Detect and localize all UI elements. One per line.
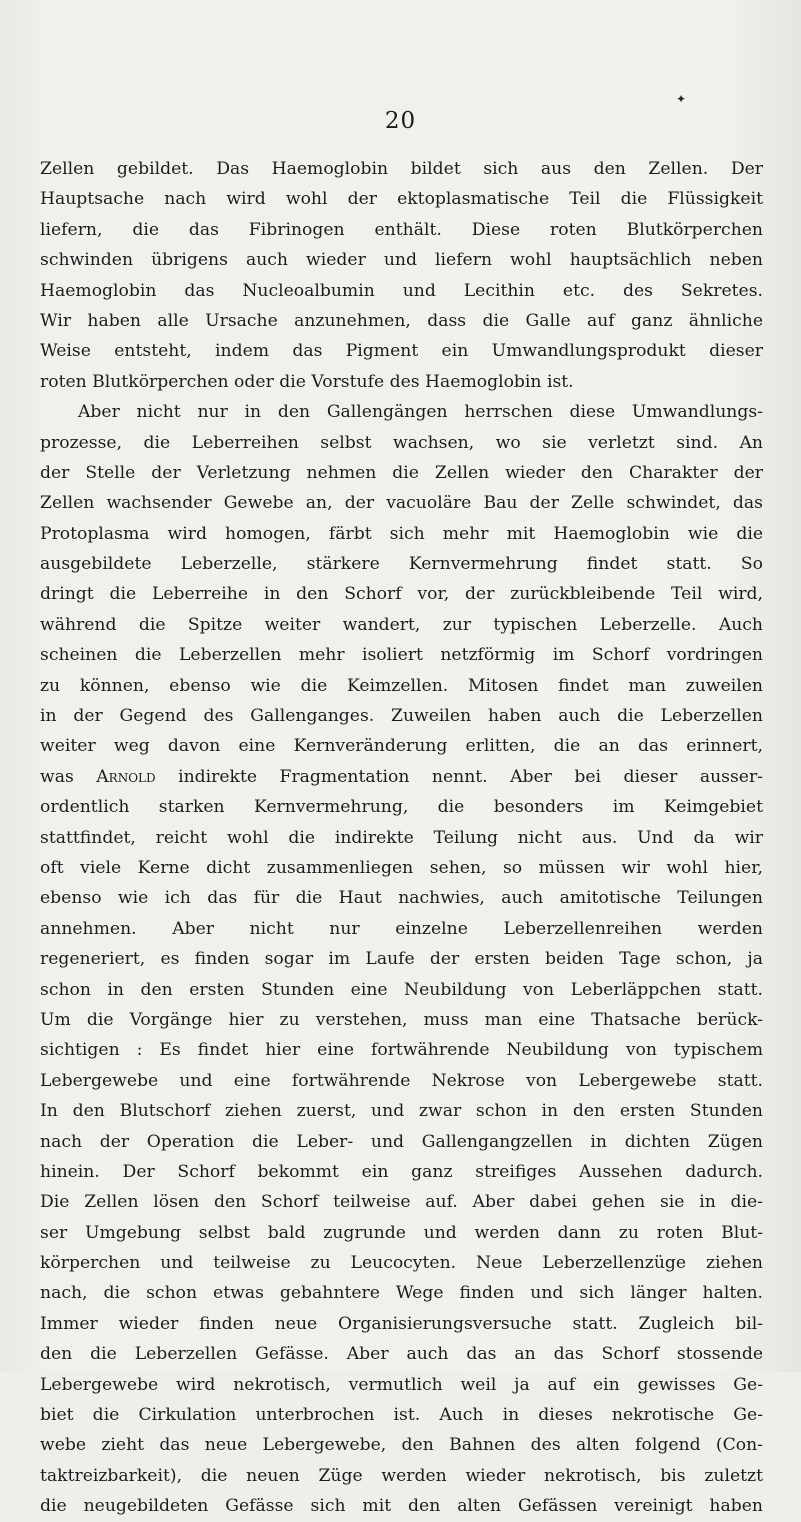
text-line: stattfindet, reicht wohl die indirekte Teilung nicht aus. Und da wir (40, 827, 763, 848)
text-line: Hauptsache nach wird wohl der ektoplasmatische Teil die Flüssigkeit (40, 189, 763, 210)
text-line: den die Leberzellen Gefässe. Aber auch das an das Schorf stossende (40, 1344, 763, 1365)
text-fragment: indirekte Fragmentation nennt. Aber bei dieser ausser- (155, 766, 763, 787)
text-line: Wir haben alle Ursache anzunehmen, dass die Galle auf ganz ähnliche (40, 310, 763, 331)
text-line-with-name (40, 762, 763, 792)
text-line: scheinen die Leberzellen mehr isoliert netzförmig im Schorf vordringen (40, 645, 763, 666)
text-line: Lebergewebe und eine fortwährende Nekrose von Lebergewebe statt. (40, 1070, 763, 1091)
text-line: In den Blutschorf ziehen zuerst, und zwar schon in den ersten Stunden (40, 1101, 763, 1122)
text-line: webe zieht das neue Lebergewebe, den Bahnen des alten folgend (Con- (40, 1435, 763, 1456)
page-number: 20 (384, 108, 417, 134)
text-line: Immer wieder finden neue Organisierungsversuche statt. Zugleich bil- (40, 1313, 763, 1334)
text-line: Die Zellen lösen den Schorf teilweise auf. Aber dabei gehen sie in die- (40, 1192, 763, 1213)
text-line: Protoplasma wird homogen, färbt sich mehr mit Haemoglobin wie die (40, 523, 763, 544)
text-line: Zellen wachsender Gewebe an, der vacuoläre Bau der Zelle schwindet, das (40, 493, 763, 514)
text-line: Zellen gebildet. Das Haemoglobin bildet sich aus den Zellen. Der (40, 159, 763, 179)
text-line: taktreizbarkeit), die neuen Züge werden wieder nekrotisch, bis zuletzt (40, 1465, 763, 1486)
text-line: sichtigen : Es findet hier eine fortwährende Neubildung von typischem (40, 1040, 763, 1061)
text-line: annehmen. Aber nicht nur einzelne Leberzellenreihen werden (40, 918, 763, 939)
text-line: Haemoglobin das Nucleoalbumin und Lecithin etc. des Sekretes. (40, 280, 763, 301)
text-line: während die Spitze weiter wandert, zur typischen Leberzelle. Auch (40, 614, 763, 635)
text-line: zu können, ebenso wie die Keimzellen. Mitosen findet man zuweilen (40, 675, 763, 696)
stray-ink-mark: ✦ (676, 92, 687, 106)
text-line: die neugebildeten Gefässe sich mit den alten Gefässen vereinigt haben (40, 1496, 763, 1517)
text-line: Weise entsteht, indem das Pigment ein Umwandlungsprodukt dieser (40, 341, 763, 362)
text-line: der Stelle der Verletzung nehmen die Zellen wieder den Charakter der (40, 462, 763, 483)
text-line: Aber nicht nur in den Gallengängen herrschen diese Umwandlungs- (78, 402, 763, 423)
text-line: roten Blutkörperchen oder die Vorstufe des Haemoglobin ist. (40, 371, 574, 392)
text-line: weiter weg davon eine Kernveränderung erlitten, die an das erinnert, (40, 736, 763, 757)
text-line: nach, die schon etwas gebahntere Wege finden und sich länger halten. (40, 1283, 763, 1304)
text-line: ebenso wie ich das für die Haut nachwies, auch amitotische Teilungen (40, 888, 763, 909)
text-line: ordentlich starken Kernvermehrung, die besonders im Keimgebiet (40, 797, 763, 818)
text-line: körperchen und teilweise zu Leucocyten. Neue Leberzellenzüge ziehen (40, 1253, 763, 1274)
text-line: ser Umgebung selbst bald zugrunde und werden dann zu roten Blut- (40, 1222, 763, 1243)
text-line: hinein. Der Schorf bekommt ein ganz streifiges Aussehen dadurch. (40, 1161, 763, 1182)
text-line: Lebergewebe wird nekrotisch, vermutlich weil ja auf ein gewisses Ge- (40, 1374, 763, 1395)
body-text (40, 154, 763, 1522)
text-line: regeneriert, es finden sogar im Laufe der ersten beiden Tage schon, ja (40, 949, 763, 970)
text-line: ausgebildete Leberzelle, stärkere Kernvermehrung findet statt. So (40, 554, 763, 575)
text-line: schwinden übrigens auch wieder und liefern wohl hauptsächlich neben (40, 250, 763, 271)
text-line: in der Gegend des Gallenganges. Zuweilen haben auch die Leberzellen (40, 706, 763, 727)
text-line: liefern, die das Fibrinogen enthält. Diese roten Blutkörperchen (40, 219, 763, 240)
text-line: biet die Cirkulation unterbrochen ist. Auch in dieses nekrotische Ge- (40, 1405, 763, 1426)
text-line: Um die Vorgänge hier zu verstehen, muss man eine Thatsache berück- (40, 1009, 763, 1030)
text-line: dringt die Leberreihe in den Schorf vor, der zurückbleibende Teil wird, (40, 584, 763, 605)
text-line: schon in den ersten Stunden eine Neubildung von Leberläppchen statt. (40, 979, 763, 1000)
text-fragment: was (40, 766, 97, 787)
text-line: oft viele Kerne dicht zusammenliegen sehen, so müssen wir wohl hier, (40, 857, 763, 878)
text-line: nach der Operation die Leber- und Gallengangzellen in dichten Zügen (40, 1131, 763, 1152)
text-line: prozesse, die Leberreihen selbst wachsen, wo sie verletzt sind. An (40, 432, 763, 453)
author-name: Arnold (96, 766, 156, 787)
